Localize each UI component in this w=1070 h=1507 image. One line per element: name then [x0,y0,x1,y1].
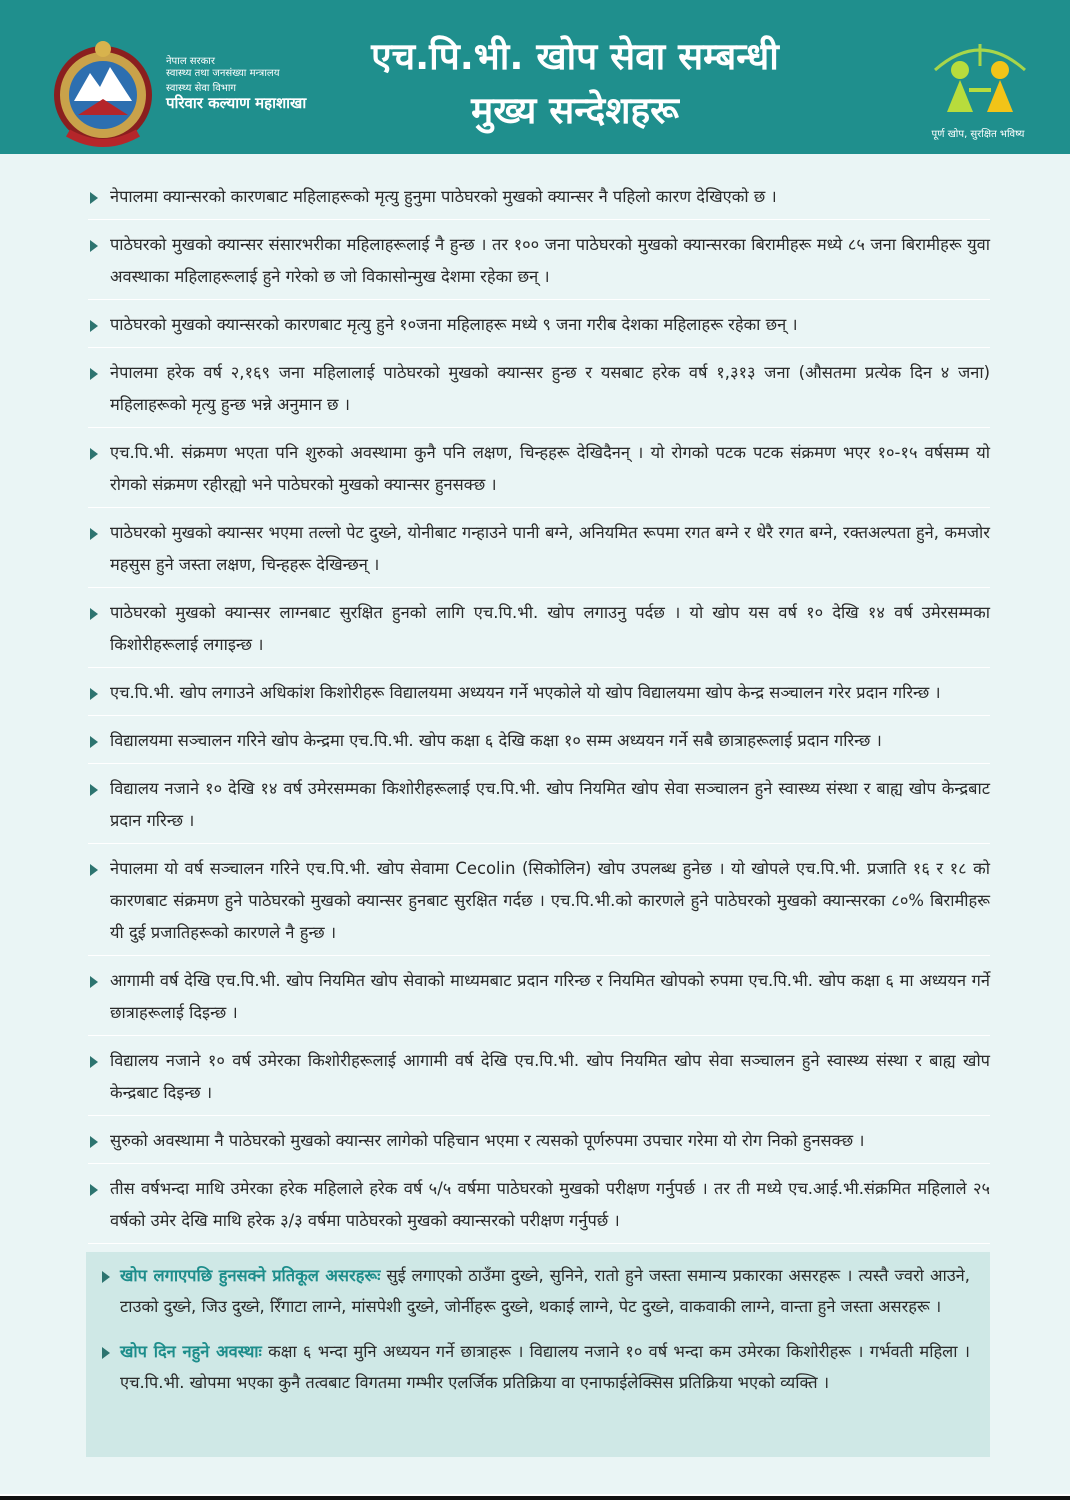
children-vaccination-logo-icon [925,40,1035,120]
message-item [88,172,990,220]
message-item [88,844,990,956]
title-line-2: मुख्य सन्देशहरू [471,89,679,132]
page-title [320,30,830,138]
bullet-arrow-icon [90,1184,98,1196]
message-item [88,428,990,508]
message-text: विद्यालय नजाने १० वर्ष उमेरका किशोरीहरूलाई आगामी वर्ष देखि एच.पि.भी. खोप नियमित खोप सेवा सञ्चालन हुने स्वास्थ्य संस्था र बाह्य खोप केन्द्रबाट दिइन्छ । [110,1051,990,1102]
bullet-arrow-icon [90,448,98,460]
message-text: एच.पि.भी. संक्रमण भएता पनि शुरुको अवस्थामा कुनै पनि लक्षण, चिन्हहरू देखिदैनन् । यो रोगको पटक पटक संक्रमण भएर १०-१५ वर्षसम्म यो रोगको संक्रमण रहीरह्यो भने पाठेघरको मुखको क्यान्सर हुनसक्छ । [110,443,990,494]
message-text: पाठेघरको मुखको क्यान्सरको कारणबाट मृत्यु हुने १०जना महिलाहरू मध्ये ९ जना गरीब देशका महिलाहरू रहेका छन् । [110,315,798,334]
contraindications-heading: खोप दिन नहुने अवस्थाः [120,1342,262,1361]
bullet-arrow-icon [102,1271,110,1283]
message-item [88,1036,990,1116]
message-text: तीस वर्षभन्दा माथि उमेरका हरेक महिलाले हरेक वर्ष ५/५ वर्षमा पाठेघरको मुखको परीक्षण गर्नुपर्छ । तर ती मध्ये एच.आई.भी.संक्रमित महिलाले २५ वर्षको उमेर देखि माथि हरेक ३/३ वर्षमा पाठेघरको मुखको क्यान्सरको परीक्षण गर्नुपर्छ । [110,1179,990,1230]
bullet-arrow-icon [102,1347,110,1359]
bullet-arrow-icon [90,240,98,252]
message-text: पाठेघरको मुखको क्यान्सर संसारभरीका महिलाहरूलाई नै हुन्छ । तर १०० जना पाठेघरको मुखको क्यान्सरका बिरामीहरू मध्ये ८५ जना बिरामीहरू युवा अवस्थाका महिलाहरूलाई हुने गरेको छ जो विकासोन्मुख देशमा रहेका छन् । [110,235,990,286]
bullet-arrow-icon [90,688,98,700]
message-list [88,172,990,1244]
message-item [88,716,990,764]
message-text: नेपालमा हरेक वर्ष २,१६९ जना महिलालाई पाठेघरको मुखको क्यान्सर हुन्छ र यसबाट हरेक वर्ष १,३१३ जना (औसतमा प्रत्येक दिन ४ जना) महिलाहरूको मृत्यु हुन्छ भन्ने अनुमान छ । [110,363,990,414]
bullet-arrow-icon [90,864,98,876]
message-text: नेपालमा क्यान्सरको कारणबाट महिलाहरूको मृत्यु हुनुमा पाठेघरको मुखको क्यान्सर नै पहिलो कारण देखिएको छ । [110,187,777,206]
message-text: विद्यालयमा सञ्चालन गरिने खोप केन्द्रमा एच.पि.भी. खोप कक्षा ६ देखि कक्षा १० सम्म अध्ययन गर्ने सबै छात्राहरूलाई प्रदान गरिन्छ । [110,731,882,750]
bullet-arrow-icon [90,736,98,748]
bullet-arrow-icon [90,320,98,332]
org-line-division: परिवार कल्याण महाशाखा [166,93,307,112]
message-text: सुरुको अवस्थामा नै पाठेघरको मुखको क्यान्सर लागेको पहिचान भएमा र त्यसको पूर्णरुपमा उपचार गरेमा यो रोग निको हुनसक्छ । [110,1131,865,1150]
message-item [88,300,990,348]
contraindications-text: कक्षा ६ भन्दा मुनि अध्ययन गर्ने छात्राहरू । विद्यालय नजाने १० वर्ष भन्दा कम उमेरका किशोरीहरू । गर्भवती महिला । एच.पि.भी. खोपमा भएका कुनै तत्वबाट विगतमा गम्भीर एलर्जिक प्रतिक्रिया वा एनाफाईलेक्सिस प्रतिक्रिया भएको व्यक्ति । [120,1342,970,1392]
bullet-arrow-icon [90,1056,98,1068]
logo-tagline: पूर्ण खोप, सुरक्षित भविष्य [931,129,1025,140]
bullet-arrow-icon [90,192,98,204]
bullet-arrow-icon [90,608,98,620]
message-text: नेपालमा यो वर्ष सञ्चालन गरिने एच.पि.भी. खोप सेवामा Cecolin (सिकोलिन) खोप उपलब्ध हुनेछ । यो खोपले एच.पि.भी. प्रजाति १६ र १८ को कारणबाट संक्रमण हुने पाठेघरको मुखको क्यान्सर हुनबाट सुरक्षित गर्दछ । एच.पि.भी.को कारणले हुने पाठेघरको मुखको क्यान्सरका ८०% बिरामीहरू यी दुई प्रजातिहरूको कारणले नै हुन्छ । [110,859,990,942]
bullet-arrow-icon [90,976,98,988]
message-text: एच.पि.भी. खोप लगाउने अधिकांश किशोरीहरू विद्यालयमा अध्ययन गर्ने भएकोले यो खोप विद्यालयमा खोप केन्द्र सञ्चालन गरेर प्रदान गरिन्छ । [110,683,941,702]
title-line-1: एच.पि.भी. खोप सेवा सम्बन्धी [371,35,779,78]
message-item [88,1116,990,1164]
bottom-divider [0,1496,1070,1500]
side-effects-item [86,1252,990,1328]
message-item [88,764,990,844]
header-banner [0,0,1070,154]
message-item [88,1164,990,1244]
nepal-government-emblem-icon [48,35,158,150]
vaccine-info-box [86,1252,990,1457]
message-item [88,508,990,588]
message-text: विद्यालय नजाने १० देखि १४ वर्ष उमेरसम्मका किशोरीहरूलाई एच.पि.भी. खोप नियमित खोप सेवा सञ्चालन हुने स्वास्थ्य संस्था र बाह्य खोप केन्द्रबाट प्रदान गरिन्छ । [110,779,990,830]
message-text: पाठेघरको मुखको क्यान्सर भएमा तल्लो पेट दुख्ने, योनीबाट गन्हाउने पानी बग्ने, अनियमित रूपमा रगत बग्ने र धेरै रगत बग्ने, रक्तअल्पता हुने, कमजोर महसुस हुने जस्ता लक्षण, चिन्हहरू देखिन्छन् । [110,523,990,574]
bullet-arrow-icon [90,528,98,540]
bullet-arrow-icon [90,368,98,380]
org-line-government: नेपाल सरकार [166,56,215,67]
message-text: आगामी वर्ष देखि एच.पि.भी. खोप नियमित खोप सेवाको माध्यमबाट प्रदान गरिन्छ र नियमित खोपको रुपमा एच.पि.भी. खोप कक्षा ६ मा अध्ययन गर्ने छात्राहरूलाई दिइन्छ । [110,971,990,1022]
side-effects-text: सुई लगाएको ठाउँमा दुख्ने, सुनिने, रातो हुने जस्ता समान्य प्रकारका असरहरू । त्यस्तै ज्वरो आउने, टाउको दुख्ने, जिउ दुख्ने, रिँगाटा लाग्ने, मांसपेशी दुख्ने, जोर्नीहरू दुख्ने, थकाई लाग्ने, पेट दुख्ने, वाकवाकी लाग्ने, वान्ता हुने जस्ता असरहरू । [120,1266,970,1316]
message-item [88,348,990,428]
message-item [88,668,990,716]
organization-name [166,56,306,112]
org-line-department: स्वास्थ्य सेवा विभाग [166,83,237,94]
contraindications-item [86,1328,990,1404]
message-item [88,956,990,1036]
org-line-ministry: स्वास्थ्य तथा जनसंख्या मन्त्रालय [166,67,280,79]
side-effects-heading: खोप लगाएपछि हुनसक्ने प्रतिकूल असरहरूः [120,1266,381,1285]
bullet-arrow-icon [90,1136,98,1148]
message-text: पाठेघरको मुखको क्यान्सर लाग्नबाट सुरक्षित हुनको लागि एच.पि.भी. खोप लगाउनु पर्दछ । यो खोप यस वर्ष १० देखि १४ वर्ष उमेरसम्मका किशोरीहरूलाई लगाइन्छ । [110,603,990,654]
bullet-arrow-icon [90,784,98,796]
message-item [88,220,990,300]
message-item [88,588,990,668]
